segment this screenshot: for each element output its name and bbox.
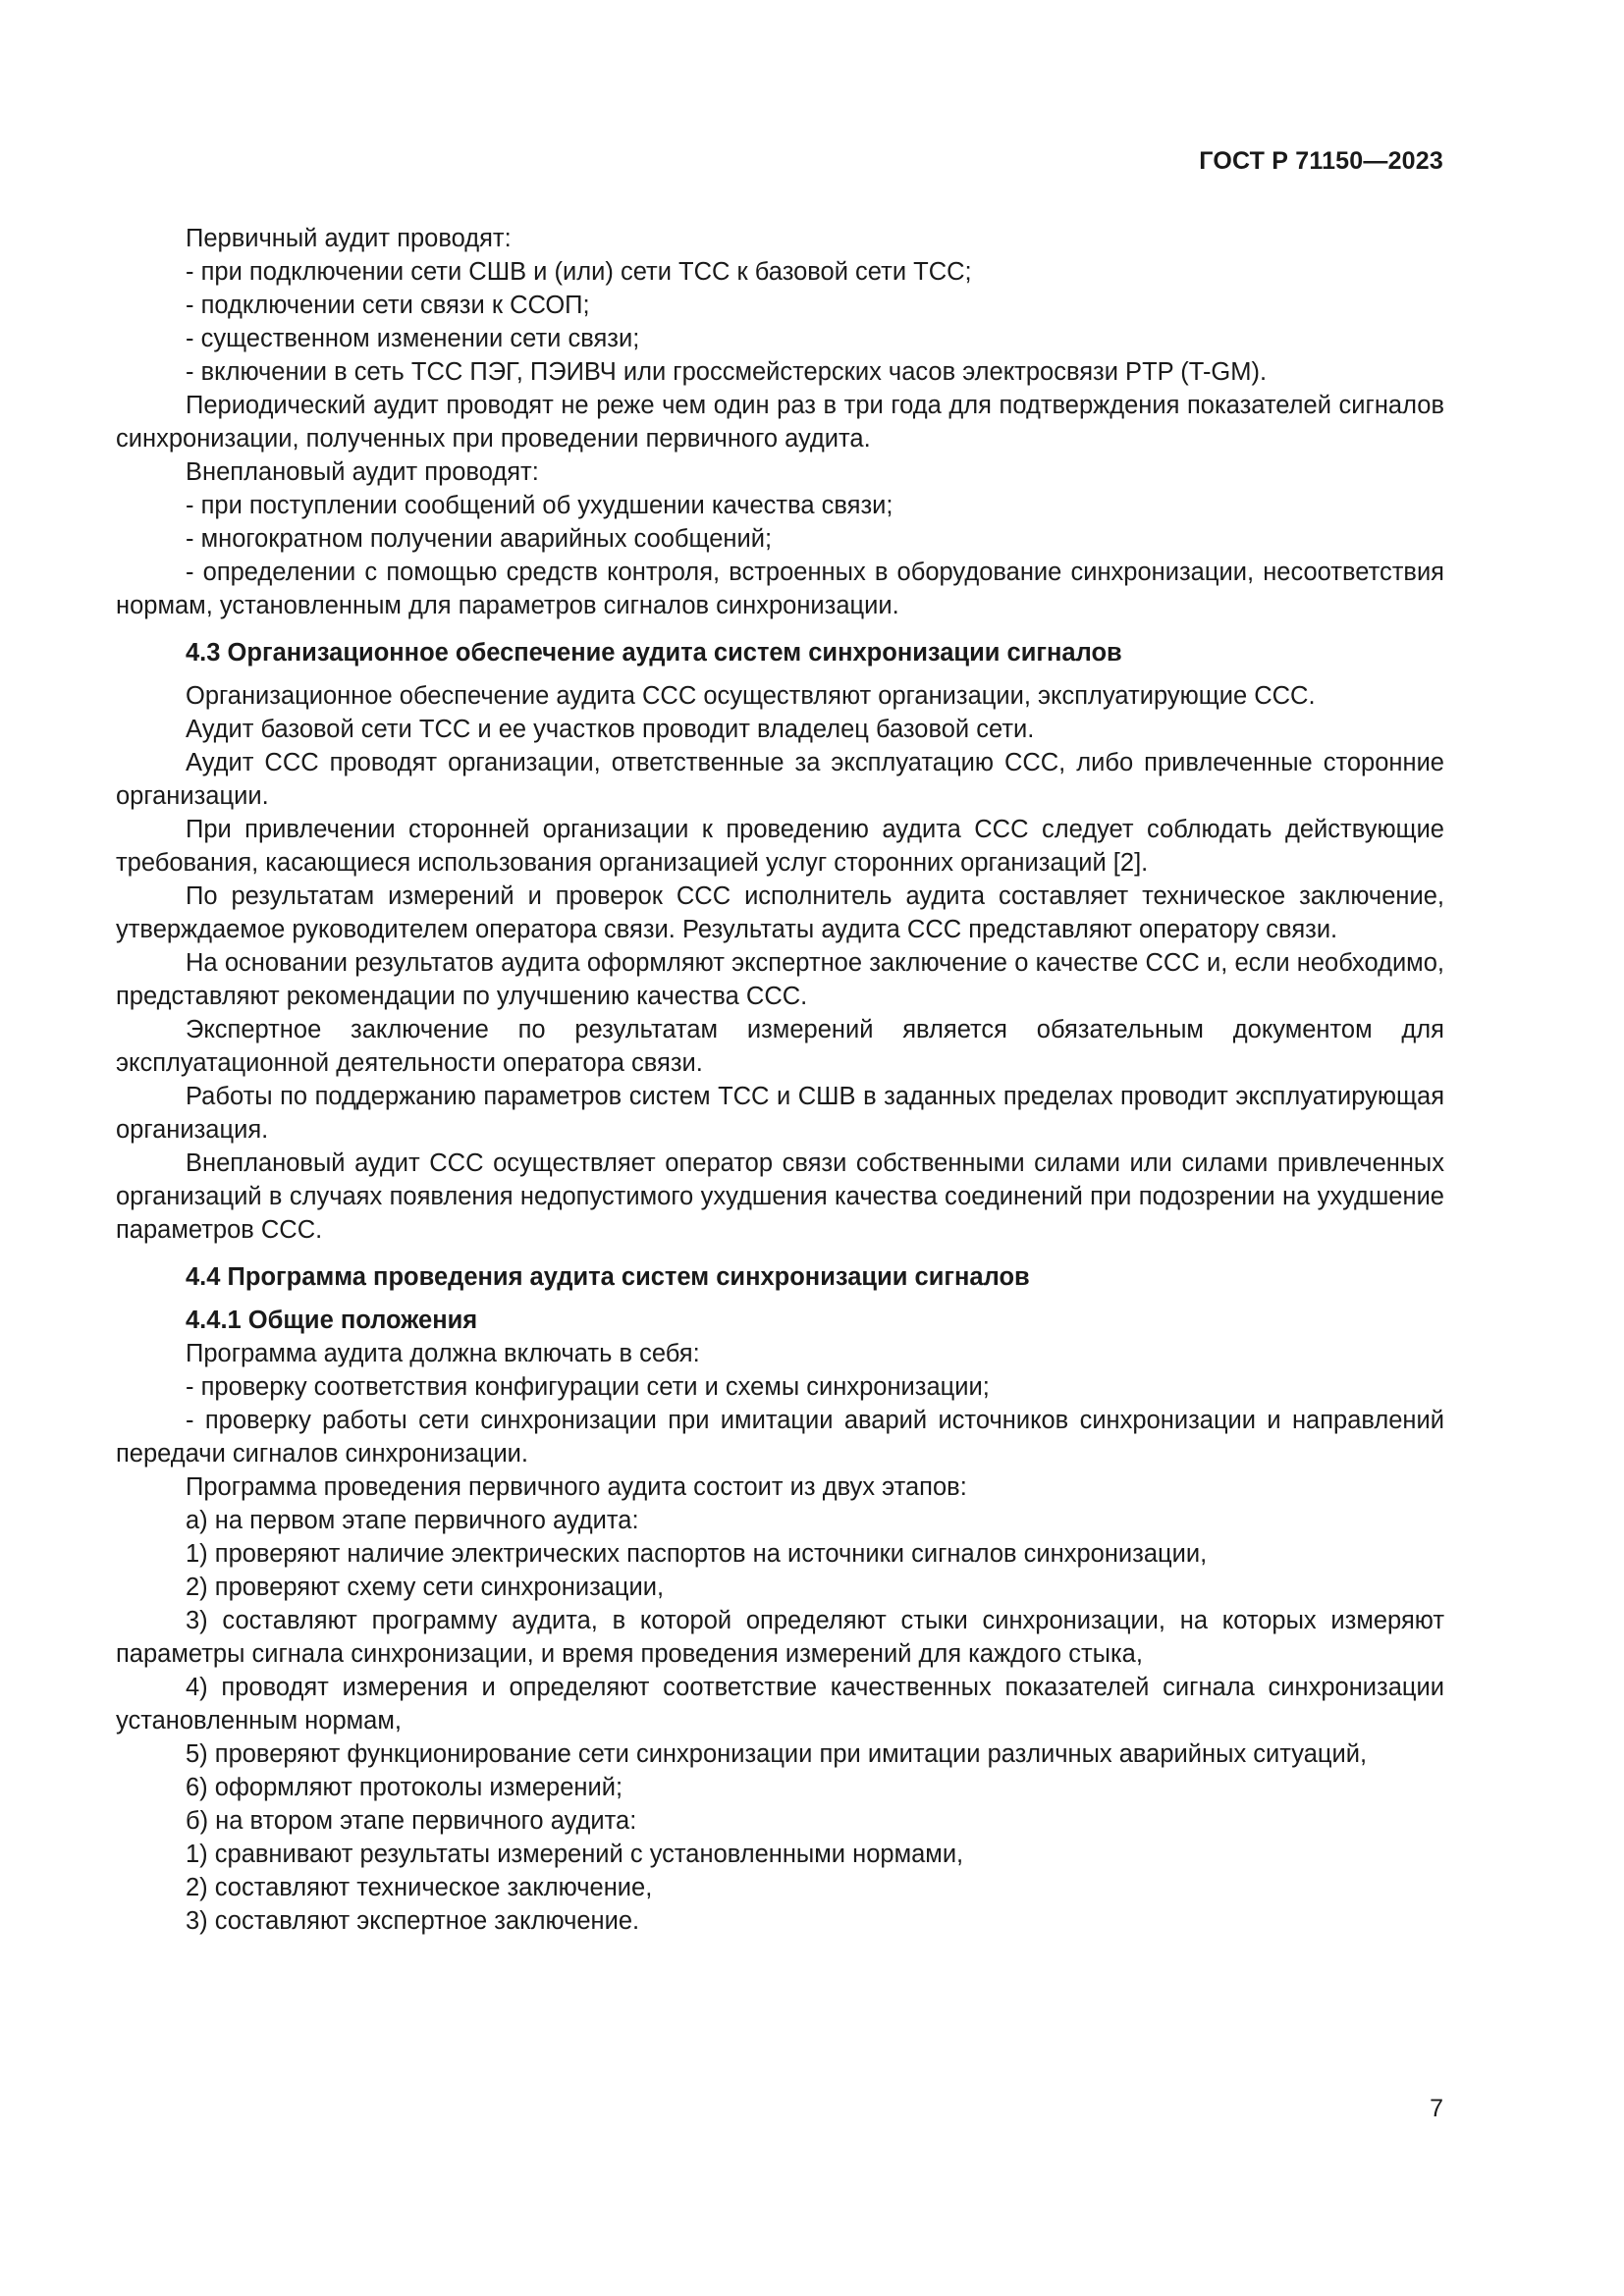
list-item: - определении с помощью средств контроля, встроенных в оборудование синхронизации, несоответствия нормам, установленным для параметров сигналов синхронизации. xyxy=(116,559,1444,619)
list-item: - подключении сети связи к ССОП; xyxy=(186,292,590,319)
paragraph: Организационное обеспечение аудита ССС осуществляют организации, эксплуатирующие ССС. xyxy=(186,682,1316,710)
paragraph: Внеплановый аудит ССС осуществляет оператор связи собственными силами или силами привлеченных организаций в случаях появления недопустимого ухудшения качества соединений при подозрении на ухудшение параметров ССС. xyxy=(116,1149,1444,1244)
paragraph: Работы по поддержанию параметров систем ТСС и СШВ в заданных пределах проводит эксплуатирующая организация. xyxy=(116,1083,1444,1144)
list-item: 3) составляют экспертное заключение. xyxy=(186,1907,640,1935)
list-item: - проверку соответствия конфигурации сети и схемы синхронизации; xyxy=(186,1373,990,1401)
list-item: - включении в сеть ТСС ПЭГ, ПЭИВЧ или гроссмейстерских часов электросвязи PTP (T-GM). xyxy=(186,358,1268,386)
list-item: а) на первом этапе первичного аудита: xyxy=(186,1507,639,1534)
section-heading-4-3: 4.3 Организационное обеспечение аудита систем синхронизации сигналов xyxy=(186,639,1122,667)
page-content xyxy=(116,222,1444,1938)
list-item: 5) проверяют функционирование сети синхронизации при имитации различных аварийных ситуаций, xyxy=(186,1740,1368,1768)
paragraph: Экспертное заключение по результатам измерений является обязательным документом для эксплуатационной деятельности оператора связи. xyxy=(116,1016,1444,1077)
list-item: - при поступлении сообщений об ухудшении качества связи; xyxy=(186,492,893,519)
list-item: 2) составляют техническое заключение, xyxy=(186,1874,653,1901)
paragraph: Аудит базовой сети ТСС и ее участков проводит владелец базовой сети. xyxy=(186,716,1035,743)
subsection-heading-4-4-1: 4.4.1 Общие положения xyxy=(186,1307,478,1334)
list-item: б) на втором этапе первичного аудита: xyxy=(186,1807,637,1835)
list-item: - при подключении сети СШВ и (или) сети ТСС к базовой сети ТСС; xyxy=(186,258,972,286)
list-item: 1) сравнивают результаты измерений с установленными нормами, xyxy=(186,1841,964,1868)
document-code-header: ГОСТ Р 71150—2023 xyxy=(1199,147,1443,175)
list-item: - существенном изменении сети связи; xyxy=(186,325,640,352)
page-number: 7 xyxy=(1430,2095,1443,2122)
paragraph: Аудит ССС проводят организации, ответственные за эксплуатацию ССС, либо привлеченные сторонние организации. xyxy=(116,749,1444,810)
paragraph: По результатам измерений и проверок ССС исполнитель аудита составляет техническое заключение, утверждаемое руководителем оператора связи. Результаты аудита ССС представляют оператору связи. xyxy=(116,882,1444,943)
paragraph: При привлечении сторонней организации к проведению аудита ССС следует соблюдать действующие требования, касающиеся использования организацией услуг сторонних организаций [2]. xyxy=(116,816,1444,877)
paragraph: На основании результатов аудита оформляют экспертное заключение о качестве ССС и, если необходимо, представляют рекомендации по улучшению качества ССС. xyxy=(116,949,1444,1010)
list-item: - многократном получении аварийных сообщений; xyxy=(186,525,773,553)
section-heading-4-4: 4.4 Программа проведения аудита систем синхронизации сигналов xyxy=(186,1263,1030,1291)
list-item: 2) проверяют схему сети синхронизации, xyxy=(186,1574,665,1601)
paragraph: Программа аудита должна включать в себя: xyxy=(186,1340,700,1367)
list-item: - проверку работы сети синхронизации при имитации аварий источников синхронизации и направлений передачи сигналов синхронизации. xyxy=(116,1407,1444,1468)
list-item: 1) проверяют наличие электрических паспортов на источники сигналов синхронизации, xyxy=(186,1540,1208,1568)
list-item: 3) составляют программу аудита, в которой определяют стыки синхронизации, на которых измеряют параметры сигнала синхронизации, и время проведения измерений для каждого стыка, xyxy=(116,1607,1444,1668)
paragraph: Внеплановый аудит проводят: xyxy=(186,458,539,486)
paragraph: Первичный аудит проводят: xyxy=(186,225,512,252)
list-item: 6) оформляют протоколы измерений; xyxy=(186,1774,623,1801)
list-item: 4) проводят измерения и определяют соответствие качественных показателей сигнала синхронизации установленным нормам, xyxy=(116,1674,1444,1735)
paragraph: Программа проведения первичного аудита состоит из двух этапов: xyxy=(186,1473,967,1501)
paragraph: Периодический аудит проводят не реже чем один раз в три года для подтверждения показателей сигналов синхронизации, полученных при проведении первичного аудита. xyxy=(116,392,1444,453)
